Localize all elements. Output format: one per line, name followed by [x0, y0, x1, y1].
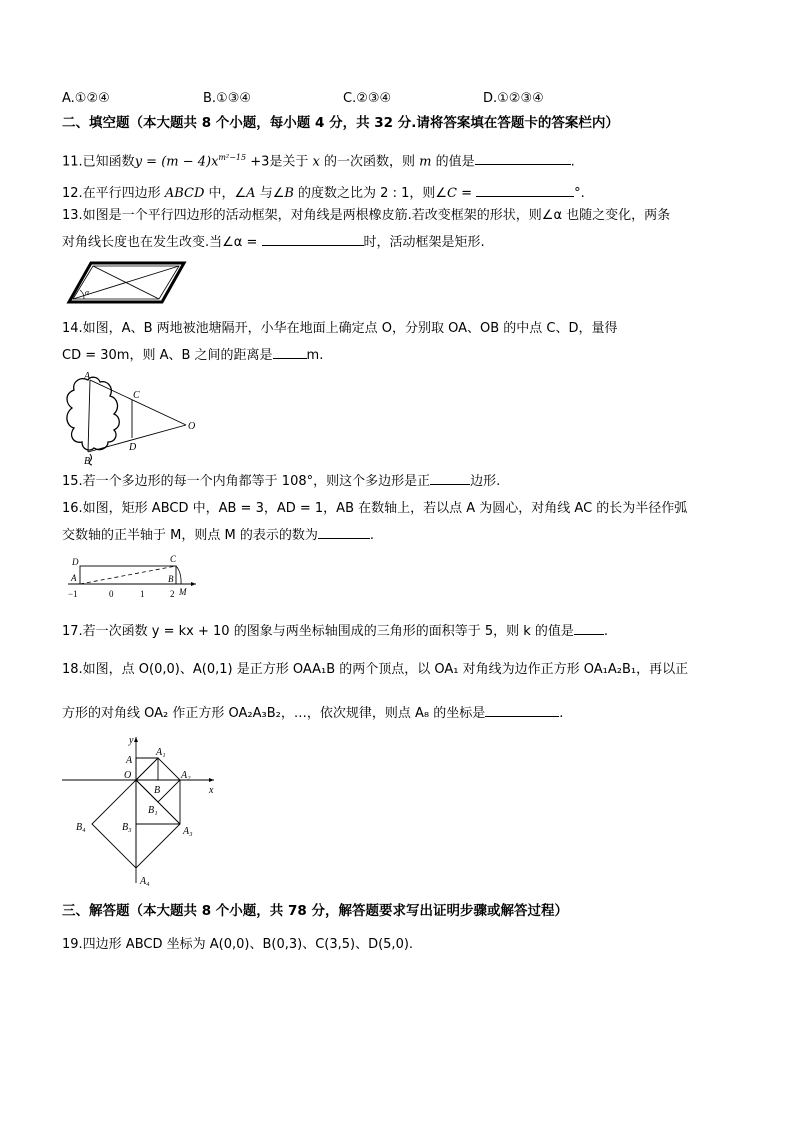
diagonal-2	[93, 266, 159, 299]
question-12	[62, 184, 585, 202]
q16-line2-pre: 交数轴的正半轴于 M，则点 M 的表示的数为	[62, 528, 318, 543]
label-a: A	[126, 755, 133, 766]
label-b: B	[154, 785, 161, 796]
q17-pre: 17.若一次函数 y = kx + 10 的图象与两坐标轴围成的三角形的面积等于 5，则 k 的值是	[62, 624, 574, 639]
label-c: C	[133, 390, 140, 401]
arc-ac	[176, 566, 181, 584]
q15-pre: 15.若一个多边形的每一个内角都等于 108°，则这个多边形是正	[62, 474, 431, 489]
figure-18-square-spiral	[60, 733, 220, 891]
q11-end: .	[570, 154, 575, 170]
label-m: M	[179, 587, 187, 597]
q12-mid2: 与∠	[255, 186, 285, 201]
q12-a: A	[246, 186, 256, 201]
question-17	[62, 622, 608, 640]
q11-answer-blank[interactable]	[475, 152, 571, 165]
q18-line2-pre: 方形的对角线 OA₂ 作正方形 OA₂A₃B₂，…，依次规律，则点 A₈ 的坐标是	[62, 706, 486, 721]
label-b3: B₃	[122, 822, 132, 833]
q18-line2-post: .	[559, 706, 564, 721]
q18-answer-blank[interactable]	[485, 704, 559, 717]
label-d: D	[129, 442, 137, 453]
q14-line2-pre: CD = 30m，则 A、B 之间的距离是	[62, 348, 273, 363]
figure-13-parallelogram	[62, 255, 188, 305]
q12-mid: 中，∠	[204, 186, 247, 201]
question-18-line1: 18.如图，点 O(0,0)、A(0,1) 是正方形 OAA₁B 的两个顶点，以 OA₁ 对角线为边作正方形 OA₁A₂B₁，再以正	[62, 662, 689, 677]
option-a: A.①②④	[62, 91, 110, 106]
question-14-line2	[62, 346, 323, 364]
q12-eq: =	[456, 186, 477, 201]
option-d: D.①②③④	[483, 91, 544, 106]
q13-line2-pre: 对角线长度也在发生改变.当∠α =	[62, 235, 262, 250]
q15-answer-blank[interactable]	[430, 472, 470, 485]
question-19: 19.四边形 ABCD 坐标为 A(0,0)、B(0,3)、C(3,5)、D(5,0).	[62, 937, 414, 952]
figure-14-pond	[60, 370, 200, 466]
label-a: A	[84, 371, 91, 382]
q14-answer-blank[interactable]	[273, 346, 307, 359]
tick-label: −1	[68, 589, 78, 599]
label-x: x	[209, 785, 214, 796]
q11-mid2: 的一次函数，则	[319, 154, 420, 170]
tick-label: 1	[140, 589, 145, 599]
question-14-line1: 14.如图，A、B 两地被池塘隔开，小华在地面上确定点 O，分别取 OA、OB 的中点 C、D，量得	[62, 321, 618, 336]
q11-formula-tail: +3	[246, 154, 270, 170]
question-15	[62, 472, 500, 490]
label-d: D	[72, 557, 79, 567]
label-b4: B₄	[76, 822, 86, 833]
label-a: A	[71, 573, 77, 583]
segment-ab	[88, 380, 90, 452]
question-16-line2	[62, 526, 374, 544]
question-18-line2	[62, 704, 563, 722]
section3-heading: 三、解答题（本大题共 8 个小题，共 78 分，解答题要求写出证明步骤或解答过程）	[62, 903, 568, 919]
q15-post: 边形.	[470, 474, 501, 489]
label-b1: B₁	[148, 805, 158, 816]
tick-label: 2	[170, 589, 175, 599]
question-16-line1: 16.如图，矩形 ABCD 中，AB = 3，AD = 1，AB 在数轴上，若以点 A 为圆心，对角线 AC 的长为半径作弧	[62, 501, 688, 516]
label-a4: A₄	[140, 876, 150, 887]
alpha-label: α	[85, 288, 90, 297]
q16-line2-post: .	[369, 528, 374, 543]
q16-answer-blank[interactable]	[318, 526, 370, 539]
q11-exponent: m²−15	[218, 153, 247, 162]
section2-heading: 二、填空题（本大题共 8 个小题，每小题 4 分，共 32 分.请将答案填在答题卡的答案栏内）	[62, 115, 619, 131]
segment-ao	[90, 380, 186, 425]
q17-post: .	[603, 624, 609, 639]
tick-label: 0	[109, 589, 114, 599]
option-b: B.①③④	[203, 91, 252, 106]
label-o: O	[124, 770, 132, 781]
q12-abcd: ABCD	[164, 186, 205, 201]
q12-b: B	[284, 186, 294, 201]
label-o: O	[188, 421, 196, 432]
label-y: y	[129, 735, 134, 746]
question-13-line2	[62, 233, 485, 251]
label-a1: A₁	[156, 747, 166, 758]
q11-formula: y = (m − 4)x	[134, 154, 219, 170]
segment-bo	[88, 425, 186, 452]
label-b: B	[168, 574, 174, 584]
q14-line2-post: m.	[306, 348, 324, 363]
option-c: C.②③④	[343, 91, 392, 106]
q11-var-m: m	[419, 154, 432, 170]
label-a3: A₃	[183, 826, 193, 837]
q12-answer-blank[interactable]	[476, 184, 574, 197]
q12-c: C	[447, 186, 457, 201]
q11-post: 的值是	[431, 154, 475, 170]
q11-mid: 是关于	[269, 154, 313, 170]
q12-end: °.	[574, 186, 585, 201]
q13-line2-post: 时，活动框架是矩形.	[363, 235, 485, 250]
question-13-line1: 13.如图是一个平行四边形的活动框架，对角线是两根橡皮筋.若改变框架的形状，则∠α 也随之变化，两条	[62, 208, 671, 223]
pond-outline	[67, 377, 119, 450]
figure-16-rectangle-numberline	[60, 551, 200, 601]
diagonal-ac	[80, 566, 176, 584]
label-c: C	[170, 554, 177, 564]
question-11	[62, 150, 575, 170]
q11-var-x: x	[312, 154, 320, 170]
q11-pre: 11.已知函数	[62, 154, 135, 170]
q17-answer-blank[interactable]	[574, 622, 604, 635]
q13-answer-blank[interactable]	[262, 233, 364, 246]
label-a2: A₂	[181, 770, 191, 781]
q12-mid3: 的度数之比为 2 : 1，则∠	[293, 186, 448, 201]
label-b: B	[84, 456, 91, 466]
q12-pre: 12.在平行四边形	[62, 186, 165, 201]
